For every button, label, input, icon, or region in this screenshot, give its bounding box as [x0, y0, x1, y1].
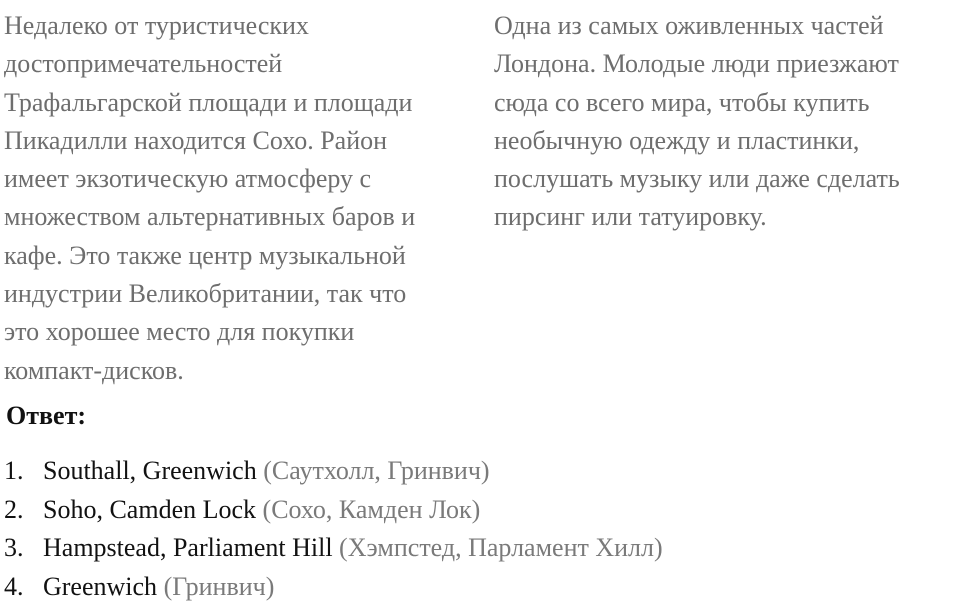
answer-item: [4, 529, 663, 568]
answer-translation: (Гринвич): [164, 572, 275, 601]
text-line: Недалеко от туристических: [4, 7, 415, 45]
text-line: Пикадилли находится Сохо. Район: [4, 122, 415, 160]
answer-text: Greenwich: [43, 572, 157, 601]
text-line: пирсинг или татуировку.: [494, 198, 900, 236]
text-line: Одна из самых оживленных частей: [494, 7, 900, 45]
answer-heading: Ответ:: [6, 397, 86, 435]
text-line: индустрии Великобритании, так что: [4, 275, 415, 313]
text-line: кафе. Это также центр музыкальной: [4, 237, 415, 275]
answer-text: Southall, Greenwich: [43, 456, 257, 485]
answer-item: [4, 452, 663, 491]
soho-description: [4, 7, 415, 390]
answer-translation: (Саутхолл, Гринвич): [263, 456, 489, 485]
text-line: Лондона. Молодые люди приезжают: [494, 45, 900, 83]
text-line: Трафальгарской площади и площади: [4, 84, 415, 122]
text-line: имеет экзотическую атмосферу с: [4, 160, 415, 198]
answer-number: 4.: [4, 568, 43, 606]
answer-text: Soho, Camden Lock: [43, 495, 256, 524]
answer-number: 3.: [4, 529, 43, 568]
answer-list: [4, 452, 663, 606]
answer-text: Hampstead, Parliament Hill: [43, 533, 333, 562]
text-line: послушать музыку или даже сделать: [494, 160, 900, 198]
answer-number: 2.: [4, 491, 43, 530]
answer-translation: (Хэмпстед, Парламент Хилл): [339, 533, 663, 562]
text-line: достопримечательностей: [4, 45, 415, 83]
answer-item: [4, 491, 663, 530]
text-line: компакт-дисков.: [4, 352, 415, 390]
camden-description: [494, 7, 900, 237]
text-line: необычную одежду и пластинки,: [494, 122, 900, 160]
answer-number: 1.: [4, 452, 43, 491]
text-line: множеством альтернативных баров и: [4, 198, 415, 236]
answer-translation: (Сохо, Камден Лок): [263, 495, 481, 524]
answer-item: [4, 568, 663, 606]
text-line: сюда со всего мира, чтобы купить: [494, 84, 900, 122]
text-line: это хорошее место для покупки: [4, 313, 415, 351]
